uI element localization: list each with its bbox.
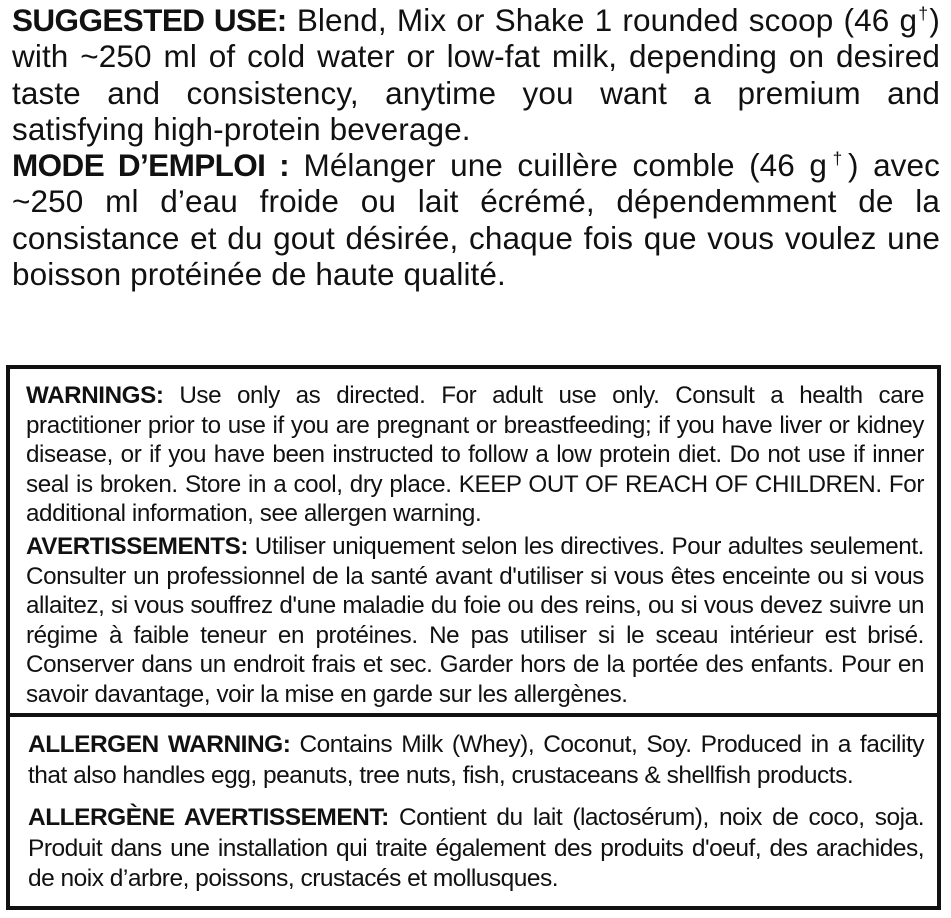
avertissements-text: Utiliser uniquement selon les directives. Pour adultes seulement. Consulter un professionnel de la santé avant d'utiliser si vous êtes enceinte ou si vous allaitez, si vous souffrez d'une maladie du foie ou des reins, ou si vous devez suivre un régime à faible teneur en protéines. Ne pas utiliser si le sceau intérieur est brisé. Conserver dans un endroit frais et sec. Garder hors de la portée des enfants. Pour en savoir davantage, voir la mise en garde sur les allergènes.: [26, 532, 924, 708]
mode-emploi-heading: MODE D’EMPLOI :: [12, 147, 289, 184]
allergen-section: [28, 730, 924, 895]
allergen-warning-text: Contains Milk (Whey), Coconut, Soy. Produced in a facility that also handles egg, peanuts, tree nuts, fish, crustaceans & shellfish products.: [28, 731, 924, 789]
dagger-mark: †: [917, 3, 930, 24]
mode-emploi-text-part1: Mélanger une cuillère comble (46 g: [289, 147, 828, 184]
dagger-mark: †: [827, 148, 848, 169]
warnings-section: [26, 381, 924, 710]
suggested-use-en: [12, 2, 940, 147]
suggested-use-text-part2: ) with ~250 ml of cold water or low-fat milk, depending on desired taste and consistency, anytime you want a premium and satisfying high-protein beverage.: [12, 2, 940, 147]
suggested-use-text-part1: Blend, Mix or Shake 1 rounded scoop (46 g: [286, 2, 918, 38]
allergen-warning-en: [28, 730, 924, 791]
avertissements-fr: [26, 532, 924, 710]
warnings-heading: WARNINGS:: [26, 382, 164, 409]
warning-box-divider: [6, 713, 941, 717]
mode-emploi-fr: [12, 147, 940, 292]
avertissements-heading: AVERTISSEMENTS:: [26, 532, 249, 560]
suggested-use-section: [12, 2, 940, 292]
allergene-avertissement-text: Contient du lait (lactosérum), noix de coco, soja. Produit dans une installation qui traite également des produits d'oeuf, des arachides, de noix d’arbre, poissons, crustacés et mollusques.: [28, 804, 924, 892]
allergene-avertissement-heading: ALLERGÈNE AVERTISSEMENT:: [28, 804, 389, 831]
warnings-text: Use only as directed. For adult use only. Consult a health care practitioner prior to use if you are pregnant or breastfeeding; if you have liver or kidney disease, or if you have been instructed to follow a low protein diet. Do not use if inner seal is broken. Store in a cool, dry place. KEEP OUT OF REACH OF CHILDREN. For additional information, see allergen warning.: [26, 382, 924, 528]
allergen-warning-heading: ALLERGEN WARNING:: [28, 731, 291, 758]
warnings-en: [26, 381, 924, 529]
mode-emploi-text-part2: ) avec ~250 ml d’eau froide ou lait écrémé, dépendemment de la consistance et du gout désirée, chaque fois que vous voulez une boisson protéinée de haute qualité.: [12, 147, 941, 293]
allergene-avertissement-fr: [28, 803, 924, 895]
suggested-use-heading: SUGGESTED USE:: [12, 2, 287, 38]
